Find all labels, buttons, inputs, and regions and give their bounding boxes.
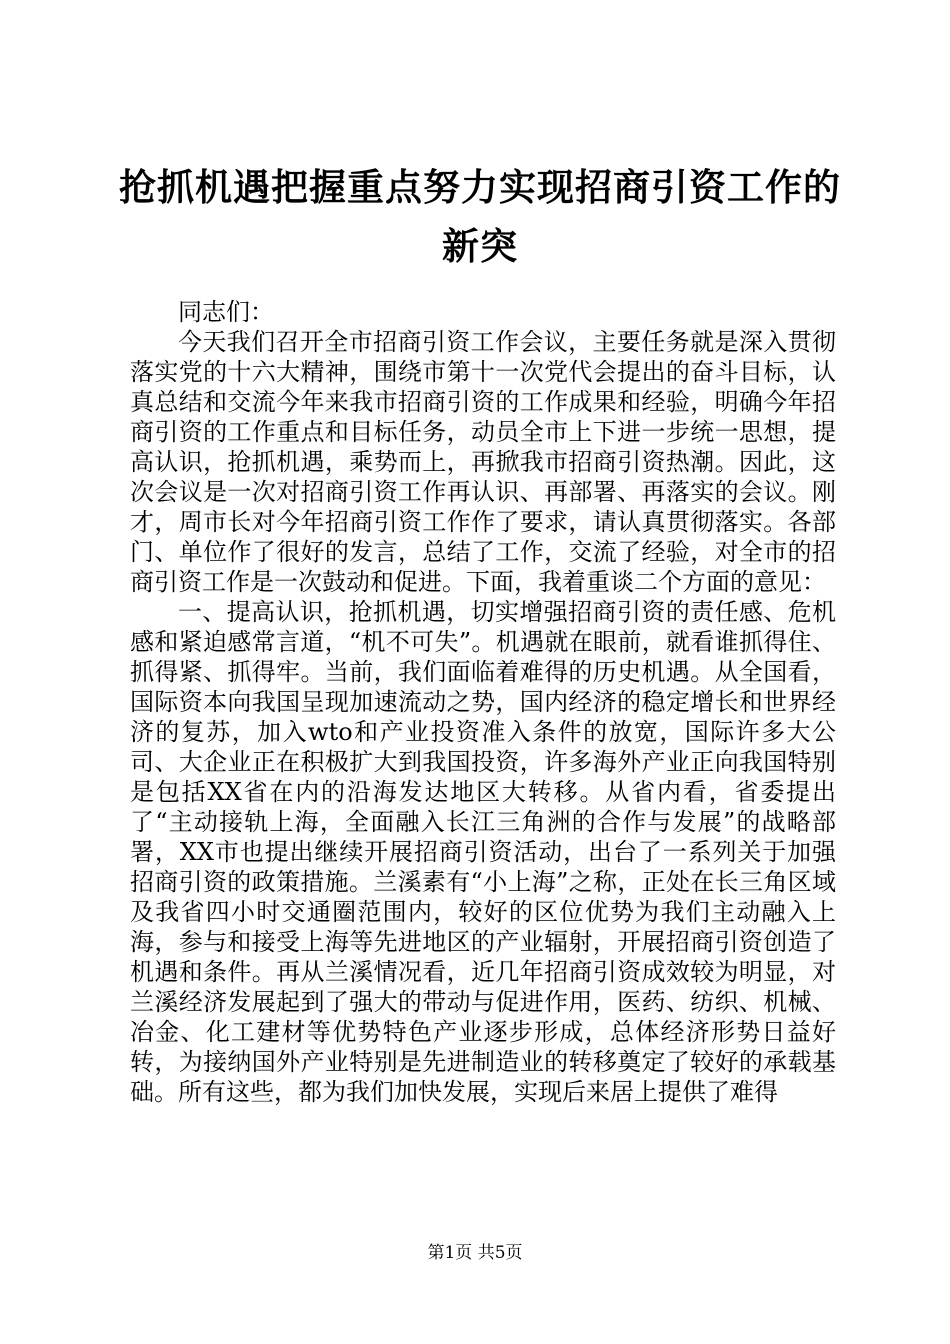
page-footer: 第1页 共5页 [427,1243,523,1263]
document-title: 抢抓机遇把握重点努力实现招商引资工作的新突 [119,165,841,268]
paragraph-intro: 今天我们召开全市招商引资工作会议，主要任务就是深入贯彻落实党的十六大精神，围绕市第十一次党代会提出的奋斗目标，认真总结和交流今年来我市招商引资的工作成果和经验，明确今年招商引资的工作重点和目标任务，动员全市上下进一步统一思想，提高认识，抢抓机遇，乘势而上，再掀我市招商引资热潮。因此，这次会议是一次对招商引资工作再认识、再部署、再落实的会议。刚才，周市长对今年招商引资工作作了要求，请认真贯彻落实。各部门、单位作了很好的发言，总结了工作，交流了经验，对全市的招商引资工作是一次鼓动和促进。下面，我着重谈二个方面的意见： [130,328,836,596]
paragraph-section-one: 一、提高认识，抢抓机遇，切实增强招商引资的责任感、危机感和紧迫感常言道，“机不可失”。机遇就在眼前，就看谁抓得住、抓得紧、抓得牢。当前，我们面临着难得的历史机遇。从全国看，国际资本向我国呈现加速流动之势，国内经济的稳定增长和世界经济的复苏，加入wto和产业投资准入条件的放宽，国际许多大公司、大企业正在积极扩大到我国投资，许多海外产业正向我国特别是包括XX省在内的沿海发达地区大转移。从省内看，省委提出了“主动接轨上海，全面融入长江三角洲的合作与发展”的战略部署，XX市也提出继续开展招商引资活动，出台了一系列关于加强招商引资的政策措施。兰溪素有“小上海”之称，正处在长三角区域及我省四小时交通圈范围内，较好的区位优势为我们主动融入上海，参与和接受上海等先进地区的产业辐射，开展招商引资创造了机遇和条件。再从兰溪情况看，近几年招商引资成效较为明显，对兰溪经济发展起到了强大的带动与促进作用，医药、纺织、机械、冶金、化工建材等优势特色产业逐步形成，总体经济形势日益好转，为接纳国外产业特别是先进制造业的转移奠定了较好的承载基础。所有这些，都为我们加快发展，实现后来居上提供了难得 [130,598,836,1106]
salutation: 同志们： [178,298,274,326]
document-body [130,297,836,1107]
